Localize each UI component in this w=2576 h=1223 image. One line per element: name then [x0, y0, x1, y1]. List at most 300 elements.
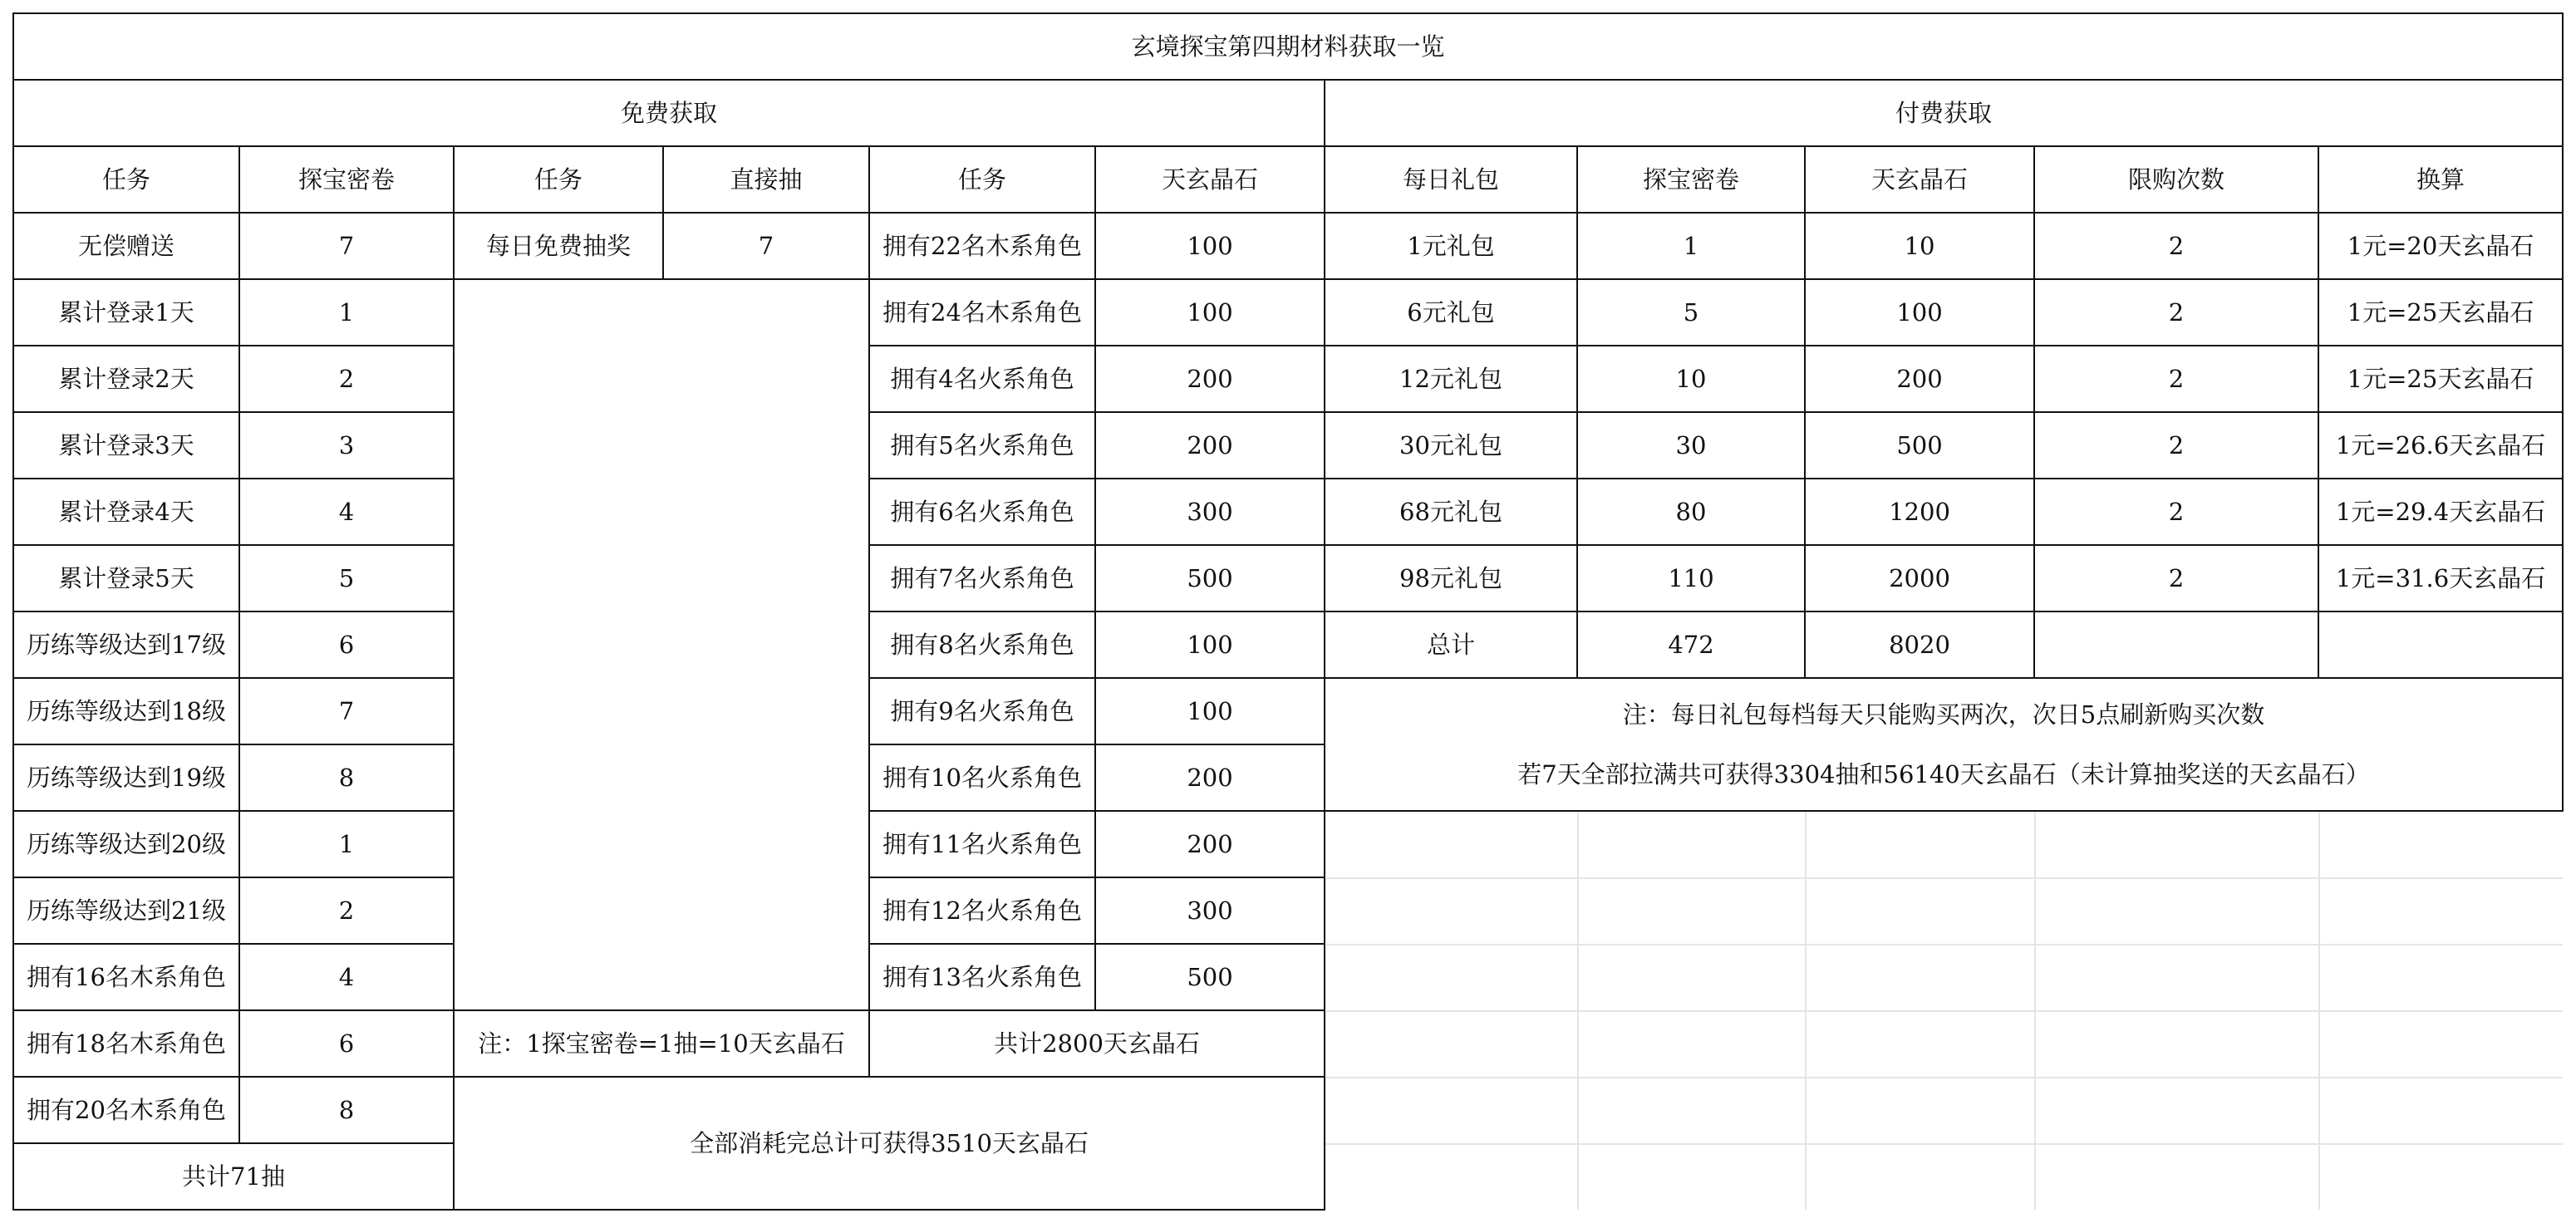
purchase-limit-cell: 2: [2168, 497, 2185, 526]
purchase-limit-cell: 2: [2168, 563, 2185, 592]
cell-border: [662, 212, 664, 280]
cell-border: [238, 744, 240, 812]
cell-border: [12, 212, 14, 280]
cell-border: [1094, 145, 1096, 214]
paid-column-header: 天玄晶石: [1871, 165, 1968, 194]
conversion-rate-cell: 1元=31.6天玄晶石: [2335, 563, 2546, 592]
cell-border: [2562, 411, 2564, 479]
cell-border: [1094, 411, 1096, 479]
cell-border: [868, 1009, 870, 1078]
cell-border: [238, 611, 455, 612]
cell-border: [12, 411, 240, 413]
stone-amount-cell: 200: [1187, 763, 1233, 792]
cell-border: [1324, 810, 1325, 878]
cell-border: [2318, 278, 2319, 346]
free-column-header: 天玄晶石: [1161, 165, 1258, 194]
cell-border: [238, 744, 455, 745]
cell-border: [12, 12, 2564, 14]
cell-border: [238, 411, 455, 413]
cell-border: [453, 212, 664, 214]
cell-border: [1804, 611, 1806, 679]
cell-border: [1576, 611, 1806, 612]
task-name-cell: 历练等级达到20级: [27, 829, 226, 858]
package-stone-cell: 10: [1904, 231, 1935, 260]
cell-border: [1804, 478, 2035, 479]
task-scroll-count-cell: 7: [338, 696, 355, 725]
daily-draw-count-cell: 7: [758, 231, 774, 260]
stone-task-name-cell: 拥有24名木系角色: [882, 297, 1082, 327]
cell-border: [1576, 278, 1578, 346]
cell-border: [868, 345, 1096, 346]
stone-task-name-cell: 拥有22名木系角色: [882, 231, 1082, 260]
cell-border: [2318, 345, 2564, 346]
paid-total-cell: 8020: [1889, 630, 1950, 659]
stone-amount-cell: 100: [1187, 696, 1233, 725]
cell-border: [1804, 611, 2035, 612]
cell-border: [1094, 877, 1096, 945]
free-column-header: 任务: [957, 165, 1006, 194]
cell-border: [1094, 544, 1325, 546]
cell-border: [453, 278, 870, 280]
task-name-cell: 历练等级达到21级: [27, 896, 226, 925]
cell-border: [868, 212, 870, 280]
task-name-cell: 拥有20名木系角色: [27, 1095, 226, 1124]
cell-border: [453, 145, 664, 147]
package-scroll-cell: 10: [1675, 364, 1707, 393]
gridline: [1325, 877, 2563, 879]
cell-border: [2033, 145, 2035, 214]
cell-border: [453, 1076, 455, 1211]
paid-note-line-2: 若7天全部拉满共可获得3304抽和56140天玄晶石（未计算抽奖送的天玄晶石）: [1517, 759, 2370, 788]
cell-border: [238, 145, 240, 214]
cell-border: [1576, 411, 1578, 479]
cell-border: [12, 1076, 14, 1144]
cell-border: [1324, 1009, 1325, 1078]
cell-border: [1094, 677, 1325, 679]
cell-border: [12, 810, 240, 812]
cell-border: [1094, 145, 1325, 147]
cell-border: [662, 145, 664, 214]
cell-border: [1094, 212, 1325, 214]
package-stone-cell: 100: [1896, 297, 1943, 327]
cell-border: [1804, 278, 2035, 280]
task-scroll-count-cell: 5: [338, 563, 355, 592]
grand-total-cell: 全部消耗完总计可获得3510天玄晶石: [690, 1128, 1089, 1157]
free-column-header: 任务: [101, 165, 150, 194]
cell-border: [1804, 145, 1806, 214]
purchase-limit-cell: 2: [2168, 231, 2185, 260]
cell-border: [2562, 611, 2564, 679]
cell-border: [868, 810, 1096, 812]
gridline: [1577, 811, 1579, 1210]
cell-border: [238, 345, 240, 413]
stone-amount-cell: 300: [1187, 497, 1233, 526]
cell-border: [1324, 877, 1325, 945]
cell-border: [1094, 677, 1096, 745]
cell-border: [1804, 212, 2035, 214]
cell-border: [1094, 345, 1325, 346]
cell-border: [2033, 611, 2319, 612]
cell-border: [868, 877, 870, 945]
stone-amount-cell: 200: [1187, 364, 1233, 393]
task-scroll-count-cell: 8: [338, 763, 355, 792]
cell-border: [2562, 345, 2564, 413]
cell-border: [238, 212, 455, 214]
cell-border: [868, 411, 870, 479]
daily-draw-task-cell: 每日免费抽奖: [485, 231, 631, 260]
cell-border: [1804, 278, 1806, 346]
cell-border: [238, 810, 455, 812]
free-section-header: 免费获取: [620, 98, 717, 127]
cell-border: [1804, 544, 2035, 546]
cell-border: [1094, 478, 1096, 546]
cell-border: [12, 79, 1325, 81]
package-name-cell: 12元礼包: [1399, 364, 1502, 393]
cell-border: [1094, 943, 1096, 1011]
task-name-cell: 累计登录3天: [58, 430, 194, 459]
cell-border: [868, 744, 870, 812]
cell-border: [238, 1009, 455, 1011]
cell-border: [2318, 145, 2319, 214]
cell-border: [868, 810, 870, 878]
cell-border: [1576, 345, 1806, 346]
cell-border: [1324, 677, 1325, 812]
cell-border: [1094, 345, 1096, 413]
cell-border: [2562, 544, 2564, 612]
package-stone-cell: 1200: [1889, 497, 1950, 526]
cell-border: [12, 544, 14, 612]
cell-border: [868, 212, 1096, 214]
stone-amount-cell: 200: [1187, 430, 1233, 459]
cell-border: [868, 611, 1096, 612]
sheet-title: 玄境探宝第四期材料获取一览: [1131, 32, 1445, 61]
cell-border: [453, 212, 455, 280]
cell-border: [662, 145, 870, 147]
package-name-cell: 68元礼包: [1399, 497, 1502, 526]
cell-border: [12, 810, 14, 878]
stone-amount-cell: 100: [1187, 630, 1233, 659]
cell-border: [238, 478, 240, 546]
cell-border: [1094, 478, 1325, 479]
cell-border: [1804, 212, 1806, 280]
task-name-cell: 历练等级达到18级: [27, 696, 226, 725]
cell-border: [12, 212, 240, 214]
package-scroll-cell: 110: [1668, 563, 1714, 592]
cell-border: [2033, 345, 2319, 346]
cell-border: [1094, 411, 1325, 413]
stone-amount-cell: 500: [1187, 962, 1233, 991]
package-stone-cell: 200: [1896, 364, 1943, 393]
paid-total-cell: 472: [1668, 630, 1714, 659]
stone-task-name-cell: 拥有12名火系角色: [882, 896, 1082, 925]
cell-border: [1324, 345, 1325, 413]
cell-border: [868, 943, 870, 1011]
cell-border: [238, 278, 455, 280]
stone-task-name-cell: 拥有10名火系角色: [882, 763, 1082, 792]
cell-border: [2318, 478, 2319, 546]
cell-border: [1324, 79, 1325, 147]
gridline: [1325, 1010, 2563, 1012]
cell-border: [2562, 677, 2564, 812]
cell-border: [12, 544, 240, 546]
paid-total-cell: 总计: [1426, 630, 1475, 659]
cell-border: [12, 478, 14, 546]
cell-border: [12, 943, 14, 1011]
cell-border: [1094, 744, 1096, 812]
cell-border: [1324, 478, 1325, 546]
cell-border: [1576, 278, 1806, 280]
cell-border: [868, 943, 1096, 945]
purchase-limit-cell: 2: [2168, 364, 2185, 393]
cell-border: [238, 877, 240, 945]
cell-border: [12, 1009, 14, 1078]
task-name-cell: 拥有18名木系角色: [27, 1029, 226, 1058]
cell-border: [868, 544, 1096, 546]
cell-border: [2318, 544, 2564, 546]
cell-border: [453, 278, 455, 1011]
cell-border: [1094, 611, 1325, 612]
cell-border: [868, 478, 870, 546]
task-name-cell: 历练等级达到17级: [27, 630, 226, 659]
cell-border: [12, 345, 14, 413]
stone-amount-cell: 100: [1187, 297, 1233, 327]
cell-border: [2562, 278, 2564, 346]
stone-task-name-cell: 拥有11名火系角色: [882, 829, 1082, 858]
cell-border: [238, 345, 455, 346]
cell-border: [868, 744, 1096, 745]
cell-border: [868, 877, 1096, 878]
cell-border: [1576, 411, 1806, 413]
package-stone-cell: 2000: [1889, 563, 1950, 592]
cell-border: [1324, 145, 1578, 147]
cell-border: [1324, 677, 2564, 679]
conversion-rate-cell: 1元=26.6天玄晶石: [2335, 430, 2546, 459]
cell-border: [12, 611, 14, 679]
paid-column-header: 限购次数: [2127, 165, 2225, 194]
cell-border: [1576, 345, 1578, 413]
cell-border: [12, 478, 240, 479]
cell-border: [12, 12, 14, 81]
cell-border: [1324, 212, 1325, 280]
stone-amount-cell: 200: [1187, 829, 1233, 858]
cell-border: [868, 1009, 1325, 1011]
cell-border: [1094, 544, 1096, 612]
cell-border: [1094, 877, 1325, 878]
cell-border: [12, 1142, 455, 1144]
cell-border: [12, 611, 240, 612]
cell-border: [238, 1076, 455, 1078]
cell-border: [1576, 212, 1806, 214]
cell-border: [2033, 212, 2319, 214]
cell-border: [1804, 345, 2035, 346]
cell-border: [868, 278, 870, 346]
task-name-cell: 无偿赠送: [77, 231, 175, 260]
paid-total-cell: [2034, 612, 2318, 678]
cell-border: [2318, 611, 2564, 612]
task-name-cell: 累计登录2天: [58, 364, 194, 393]
cell-border: [2318, 145, 2564, 147]
package-name-cell: 98元礼包: [1399, 563, 1502, 592]
cell-border: [1324, 478, 1578, 479]
cell-border: [12, 744, 240, 745]
package-name-cell: 30元礼包: [1399, 430, 1502, 459]
paid-column-header: 每日礼包: [1402, 165, 1499, 194]
task-name-cell: 累计登录4天: [58, 497, 194, 526]
package-name-cell: 1元礼包: [1407, 231, 1495, 260]
cell-border: [238, 1009, 240, 1078]
cell-border: [238, 877, 455, 878]
cell-border: [1094, 810, 1096, 878]
free-column-header: 任务: [533, 165, 583, 194]
cell-border: [868, 278, 1096, 280]
package-stone-cell: 500: [1896, 430, 1943, 459]
cell-border: [868, 677, 870, 745]
paid-note-line-1: 注：每日礼包每档每天只能购买两次，次日5点刷新购买次数: [1622, 700, 2265, 729]
cell-border: [1324, 278, 1325, 346]
cell-border: [1576, 212, 1578, 280]
task-scroll-count-cell: 6: [338, 630, 355, 659]
cell-border: [868, 145, 870, 214]
cell-border: [12, 744, 14, 812]
gridline: [1325, 944, 2563, 945]
purchase-limit-cell: 2: [2168, 430, 2185, 459]
cell-border: [12, 677, 240, 679]
task-scroll-count-cell: 8: [338, 1095, 355, 1124]
cell-border: [1324, 411, 1578, 413]
cell-border: [12, 79, 14, 147]
task-scroll-count-cell: 4: [338, 962, 355, 991]
cell-border: [1324, 1076, 1325, 1211]
cell-border: [868, 345, 870, 413]
cell-border: [2318, 544, 2319, 612]
gridline: [1325, 1077, 2563, 1078]
gridline: [1325, 1143, 2563, 1145]
cell-border: [12, 1076, 240, 1078]
cell-border: [1804, 145, 2035, 147]
cell-border: [868, 411, 1096, 413]
cell-border: [453, 1009, 870, 1011]
stone-amount-cell: 500: [1187, 563, 1233, 592]
task-scroll-count-cell: 1: [338, 297, 355, 327]
cell-border: [238, 677, 240, 745]
task-scroll-count-cell: 1: [338, 829, 355, 858]
cell-border: [2318, 212, 2319, 280]
cell-border: [1094, 278, 1096, 346]
cell-border: [1324, 145, 1325, 214]
cell-border: [2318, 478, 2564, 479]
cell-border: [1576, 544, 1578, 612]
cell-border: [868, 677, 1096, 679]
gridline: [2318, 811, 2320, 1210]
cell-border: [453, 145, 455, 214]
cell-border: [12, 145, 240, 147]
cell-border: [2318, 278, 2564, 280]
free-column-header: 探宝密卷: [297, 165, 395, 194]
cell-border: [238, 478, 455, 479]
cell-border: [1324, 278, 1578, 280]
cell-border: [238, 943, 240, 1011]
cell-border: [2318, 411, 2564, 413]
cell-border: [1324, 544, 1325, 612]
cell-border: [2033, 544, 2319, 546]
cell-border: [238, 212, 240, 280]
cell-border: [1094, 744, 1325, 745]
cell-border: [12, 1142, 14, 1211]
cell-border: [1804, 544, 1806, 612]
stone-amount-cell: 300: [1187, 896, 1233, 925]
cell-border: [2033, 611, 2035, 679]
stone-task-name-cell: 拥有8名火系角色: [890, 630, 1074, 659]
task-scroll-count-cell: 6: [338, 1029, 355, 1058]
cell-border: [1094, 943, 1325, 945]
cell-border: [1804, 411, 2035, 413]
cell-border: [238, 411, 240, 479]
cell-border: [2033, 478, 2035, 546]
cell-border: [2318, 345, 2319, 413]
cell-border: [1324, 943, 1325, 1011]
cell-border: [2033, 411, 2035, 479]
task-scroll-count-cell: 3: [338, 430, 355, 459]
stone-task-name-cell: 拥有9名火系角色: [890, 696, 1074, 725]
cell-border: [2033, 212, 2035, 280]
task-name-cell: 累计登录1天: [58, 297, 194, 327]
package-scroll-cell: 30: [1675, 430, 1707, 459]
stone-task-name-cell: 拥有7名火系角色: [890, 563, 1074, 592]
cell-border: [1094, 212, 1096, 280]
cell-border: [12, 145, 14, 214]
cell-border: [238, 278, 240, 346]
cell-border: [1324, 79, 2564, 81]
conversion-rate-cell: 1元=29.4天玄晶石: [2335, 497, 2546, 526]
cell-border: [12, 411, 14, 479]
package-scroll-cell: 80: [1675, 497, 1707, 526]
cell-border: [2562, 478, 2564, 546]
tasks-total-cell: 共计71抽: [182, 1162, 285, 1191]
cell-border: [1324, 611, 1325, 679]
cell-border: [453, 1076, 1325, 1078]
cell-border: [2318, 411, 2319, 479]
task-name-cell: 累计登录5天: [58, 563, 194, 592]
cell-border: [1576, 478, 1578, 546]
cell-border: [1324, 544, 1578, 546]
cell-border: [662, 212, 870, 214]
cell-border: [1324, 810, 2564, 812]
cell-border: [1324, 411, 1325, 479]
stone-task-name-cell: 拥有4名火系角色: [890, 364, 1074, 393]
empty-merged-cell: [454, 279, 869, 1010]
cell-border: [238, 544, 240, 612]
cell-border: [1576, 478, 1806, 479]
cell-border: [2318, 212, 2564, 214]
cell-border: [2033, 345, 2035, 413]
cell-border: [238, 1076, 240, 1144]
cell-border: [2033, 278, 2035, 346]
cell-border: [12, 677, 14, 745]
cell-border: [12, 278, 14, 346]
stone-task-name-cell: 拥有5名火系角色: [890, 430, 1074, 459]
cell-border: [1804, 345, 1806, 413]
cell-border: [12, 1209, 455, 1211]
cell-border: [453, 1009, 455, 1078]
gridline: [1805, 811, 1807, 1210]
package-scroll-cell: 5: [1683, 297, 1699, 327]
package-name-cell: 6元礼包: [1407, 297, 1495, 327]
cell-border: [2033, 411, 2319, 413]
cell-border: [868, 544, 870, 612]
task-scroll-count-cell: 2: [338, 364, 355, 393]
paid-total-cell: [2318, 612, 2563, 678]
cell-border: [453, 1209, 1325, 1211]
